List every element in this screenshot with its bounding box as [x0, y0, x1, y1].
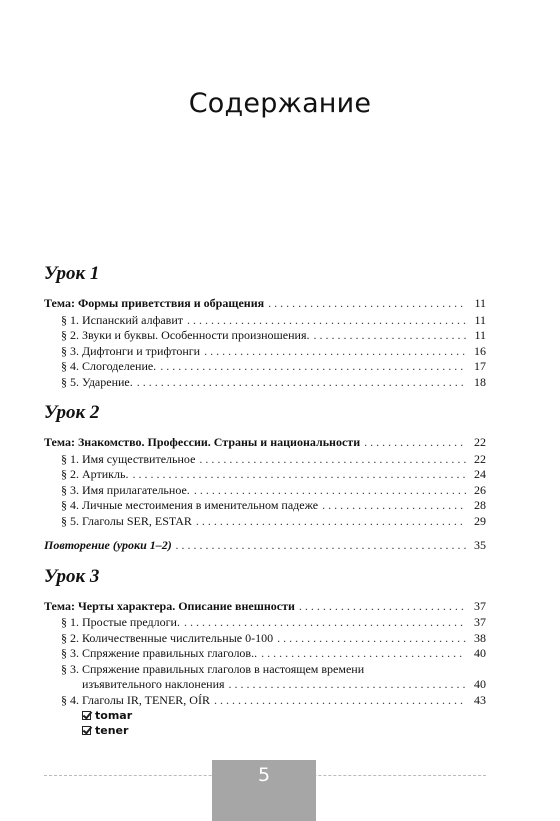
checklist-label: tener	[95, 724, 129, 737]
toc-topic-entry[interactable]	[44, 435, 486, 451]
toc-entry[interactable]	[44, 615, 486, 631]
entry-label: § 2. Звуки и буквы. Особенности произношения.	[61, 328, 310, 342]
entry-page: 22	[474, 435, 486, 449]
dot-leader	[137, 375, 466, 391]
lesson-heading: Урок 2	[44, 402, 100, 423]
entry-label: § 3. Дифтонги и трифтонги	[61, 343, 201, 358]
entry-label: § 3. Спряжение правильных глаголов в настоящем времени	[61, 661, 365, 676]
entry-label-continued: изъявительного наклонения	[82, 677, 225, 691]
entry-page: 40	[474, 677, 486, 691]
entry-label: § 2. Артикль.	[61, 467, 129, 481]
entry-page: 43	[474, 692, 486, 707]
toc-entry[interactable]	[44, 646, 486, 662]
dot-leader	[194, 483, 466, 499]
toc-topic-entry[interactable]	[44, 599, 486, 615]
entry-page: 40	[474, 646, 486, 660]
toc-entry[interactable]	[44, 375, 486, 391]
lesson-3	[44, 565, 486, 739]
toc-entry[interactable]	[44, 328, 486, 344]
toc-entry[interactable]	[44, 467, 486, 483]
entry-page: 22	[474, 451, 486, 466]
checkbox-checked-icon	[82, 711, 91, 720]
entry-label: Повторение (уроки 1–2)	[44, 538, 172, 552]
dot-leader	[229, 677, 466, 693]
checklist-label: tomar	[95, 709, 133, 722]
entry-label: Тема: Формы приветствия и обращения	[44, 296, 265, 310]
toc-entry[interactable]	[44, 359, 486, 375]
entry-page: 24	[474, 467, 486, 481]
page-number: 5	[212, 760, 316, 821]
dot-leader	[204, 344, 466, 360]
toc-entry[interactable]	[44, 313, 486, 329]
checklist-item[interactable]	[44, 723, 486, 738]
toc-entry[interactable]	[44, 693, 486, 709]
entry-page: 11	[474, 296, 486, 310]
dot-leader	[277, 631, 466, 647]
toc-entry-continuation[interactable]	[44, 677, 486, 693]
dot-leader	[261, 646, 466, 662]
entry-page: 26	[474, 482, 486, 497]
toc-entry[interactable]	[44, 452, 486, 468]
toc-entry[interactable]	[44, 344, 486, 360]
entry-page: 37	[474, 615, 486, 629]
entry-label: § 1. Простые предлоги.	[61, 615, 180, 629]
toc-entry[interactable]	[44, 631, 486, 647]
dot-leader	[184, 615, 466, 631]
dot-leader	[196, 514, 466, 530]
entry-page: 11	[474, 312, 486, 327]
entry-label: § 4. Слогоделение.	[61, 359, 157, 373]
toc-entry-first-line[interactable]	[44, 662, 486, 678]
lesson-heading: Урок 1	[44, 263, 100, 284]
dot-leader	[176, 538, 466, 554]
entry-page: 28	[474, 498, 486, 512]
checklist-item[interactable]	[44, 708, 486, 723]
entry-page: 16	[474, 343, 486, 358]
entry-label: Тема: Черты характера. Описание внешности	[44, 598, 295, 613]
entry-label: Тема: Знакомство. Профессии. Страны и национальности	[44, 435, 361, 449]
dot-leader	[299, 599, 466, 615]
table-of-contents	[44, 262, 486, 738]
entry-page: 35	[474, 538, 486, 552]
entry-page: 11	[474, 328, 486, 342]
dot-leader	[132, 467, 466, 483]
lesson-1	[44, 262, 486, 390]
entry-label: § 3. Имя прилагательное.	[61, 482, 190, 497]
entry-page: 37	[474, 598, 486, 613]
dot-leader	[199, 452, 466, 468]
dot-leader	[160, 359, 466, 375]
entry-label: § 4. Глаголы IR, TENER, OÍR	[61, 692, 210, 707]
toc-entry[interactable]	[44, 483, 486, 499]
entry-page: 29	[474, 513, 486, 528]
dot-leader	[187, 313, 466, 329]
entry-label: § 3. Спряжение правильных глаголов..	[61, 646, 258, 660]
entry-label: § 5. Глаголы SER, ESTAR	[61, 513, 192, 528]
dot-leader	[313, 328, 466, 344]
dot-leader	[364, 435, 466, 451]
entry-page: 17	[474, 359, 486, 373]
checkbox-checked-icon	[82, 726, 91, 735]
toc-entry[interactable]	[44, 514, 486, 530]
lesson-2	[44, 401, 486, 554]
dot-leader	[268, 296, 466, 312]
entry-page: 18	[474, 374, 486, 389]
page-title: Содержание	[188, 88, 372, 119]
entry-page: 38	[474, 630, 486, 645]
toc-review-entry[interactable]	[44, 538, 486, 554]
entry-label: § 1. Имя существительное	[61, 451, 196, 466]
entry-label: § 4. Личные местоимения в именительном падеже	[61, 498, 319, 512]
entry-label: § 2. Количественные числительные 0-100	[61, 630, 274, 645]
entry-label: § 5. Ударение.	[61, 374, 133, 389]
lesson-heading: Урок 3	[44, 565, 100, 587]
entry-label: § 1. Испанский алфавит	[61, 312, 184, 327]
dot-leader	[214, 693, 466, 709]
toc-entry[interactable]	[44, 498, 486, 514]
dot-leader	[322, 498, 466, 514]
toc-topic-entry[interactable]	[44, 296, 486, 312]
